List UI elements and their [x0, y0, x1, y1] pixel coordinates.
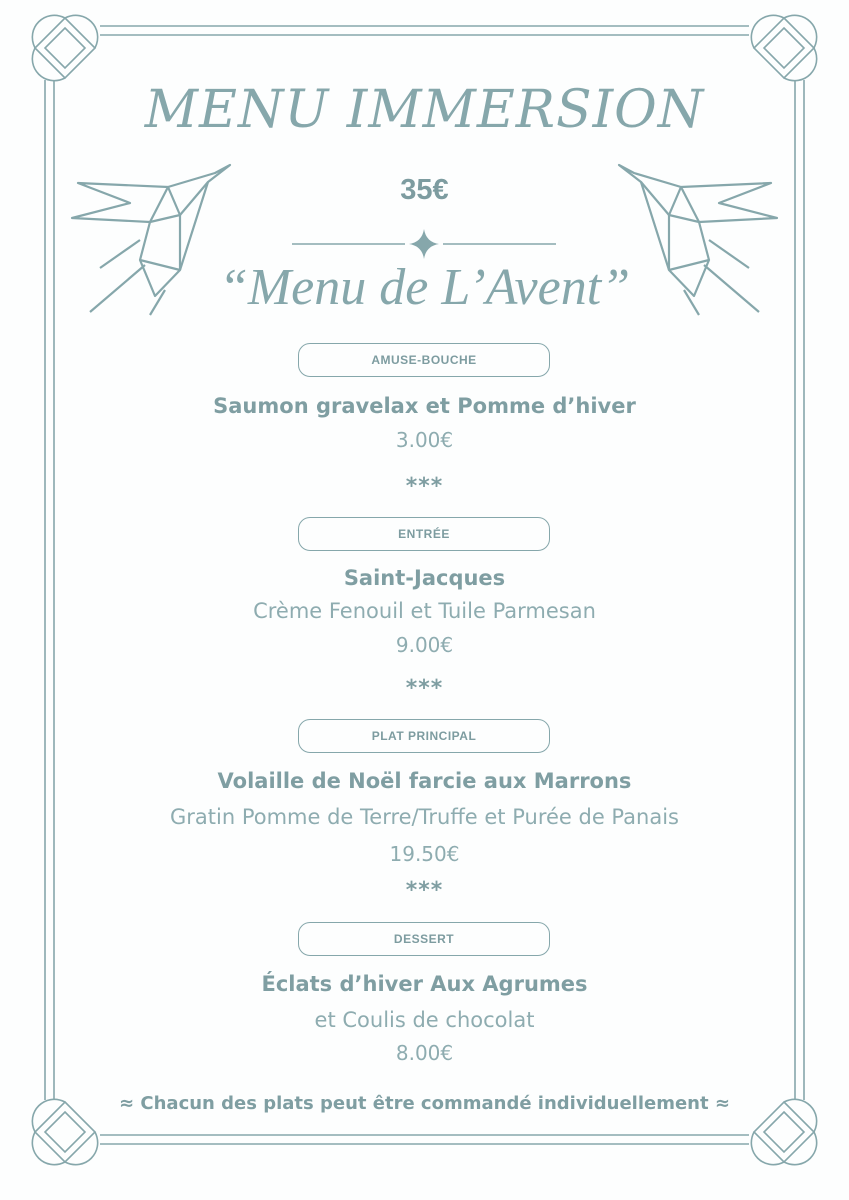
dish-name: Saumon gravelax et Pomme d’hiver — [213, 394, 636, 418]
dish-price: 8.00€ — [395, 1041, 454, 1065]
separator: *** — [405, 676, 444, 701]
footer-note: ≈ Chacun des plats peut être commandé individuellement ≈ — [119, 1093, 730, 1114]
separator: *** — [405, 474, 444, 499]
dish-description: Gratin Pomme de Terre/Truffe et Purée de Panais — [170, 805, 679, 829]
menu-subtitle: “Menu de L’Avent” — [218, 259, 631, 316]
menu-title: MENU IMMERSION — [144, 80, 705, 140]
section-label-plat-principal: PLAT PRINCIPAL — [298, 719, 550, 753]
dish-name: Saint-Jacques — [343, 566, 506, 590]
dish-price: 19.50€ — [389, 842, 460, 866]
dish-name: Éclats d’hiver Aux Agrumes — [261, 972, 588, 996]
separator: *** — [405, 878, 444, 903]
section-label-amuse-bouche: AMUSE-BOUCHE — [298, 343, 550, 377]
dish-description: et Coulis de chocolat — [314, 1008, 535, 1032]
dish-name: Volaille de Noël farcie aux Marrons — [217, 769, 632, 793]
dish-description: Crème Fenouil et Tuile Parmesan — [253, 599, 596, 623]
menu-price: 35€ — [400, 174, 449, 206]
dish-price: 3.00€ — [395, 428, 454, 452]
sparkle-divider-icon — [292, 229, 556, 259]
section-label-dessert: DESSERT — [298, 922, 550, 956]
section-label-entree: ENTRÉE — [298, 517, 550, 551]
dish-price: 9.00€ — [395, 633, 454, 657]
